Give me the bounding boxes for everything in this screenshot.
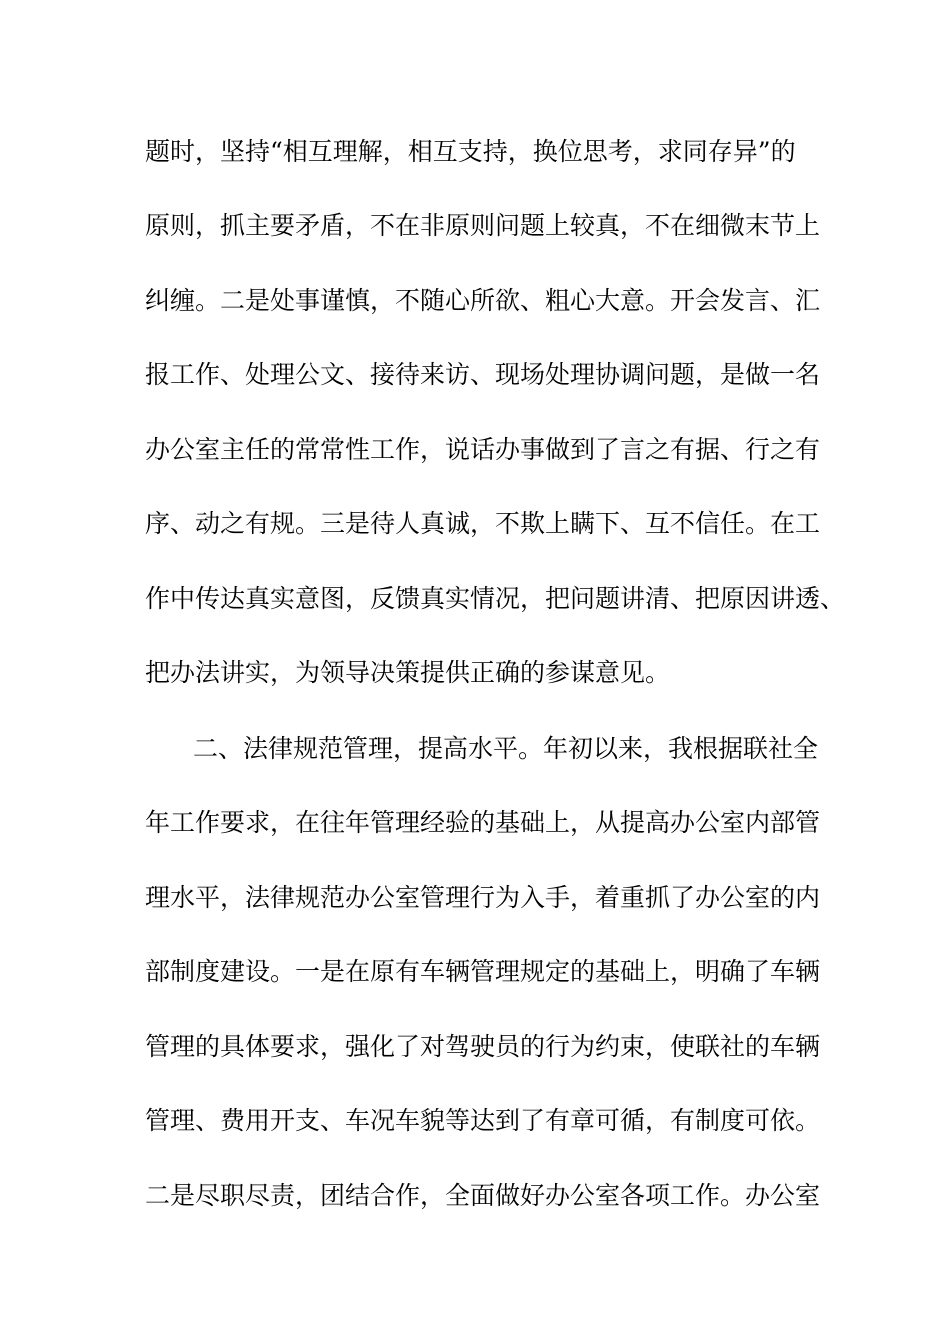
text-line-6: 序、动之有规。三是待人真诚，不欺上瞒下、互不信任。在工	[145, 509, 821, 538]
text-line-11: 理水平，法律规范办公室管理行为入手，着重抓了办公室的内	[145, 883, 821, 912]
text-line-8: 把办法讲实，为领导决策提供正确的参谋意见。	[145, 658, 671, 687]
text-line-10: 年工作要求，在往年管理经验的基础上，从提高办公室内部管	[145, 808, 821, 837]
text-line-7: 作中传达真实意图，反馈真实情况，把问题讲清、把原因讲透、	[145, 584, 846, 613]
text-line-12: 部制度建设。一是在原有车辆管理规定的基础上，明确了车辆	[145, 957, 821, 986]
text-line-1: 题时，坚持“相互理解，相互支持，换位思考，求同存异”的	[145, 137, 796, 166]
text-line-5: 办公室主任的常常性工作，说话办事做到了言之有据、行之有	[145, 435, 821, 464]
text-line-2: 原则，抓主要矛盾，不在非原则问题上较真，不在细微末节上	[145, 211, 821, 240]
text-line-4: 报工作、处理公文、接待来访、现场处理协调问题，是做一名	[145, 360, 821, 389]
text-line-15: 二是尽职尽责，团结合作，全面做好办公室各项工作。办公室	[145, 1181, 821, 1210]
text-line-13: 管理的具体要求，强化了对驾驶员的行为约束，使联社的车辆	[145, 1032, 821, 1061]
text-line-3: 纠缠。二是处事谨慎，不随心所欲、粗心大意。开会发言、汇	[145, 286, 821, 315]
paragraph-start-line: 二、法律规范管理，提高水平。年初以来，我根据联社全	[193, 734, 819, 763]
text-line-14: 管理、费用开支、车况车貌等达到了有章可循，有制度可依。	[145, 1106, 821, 1135]
